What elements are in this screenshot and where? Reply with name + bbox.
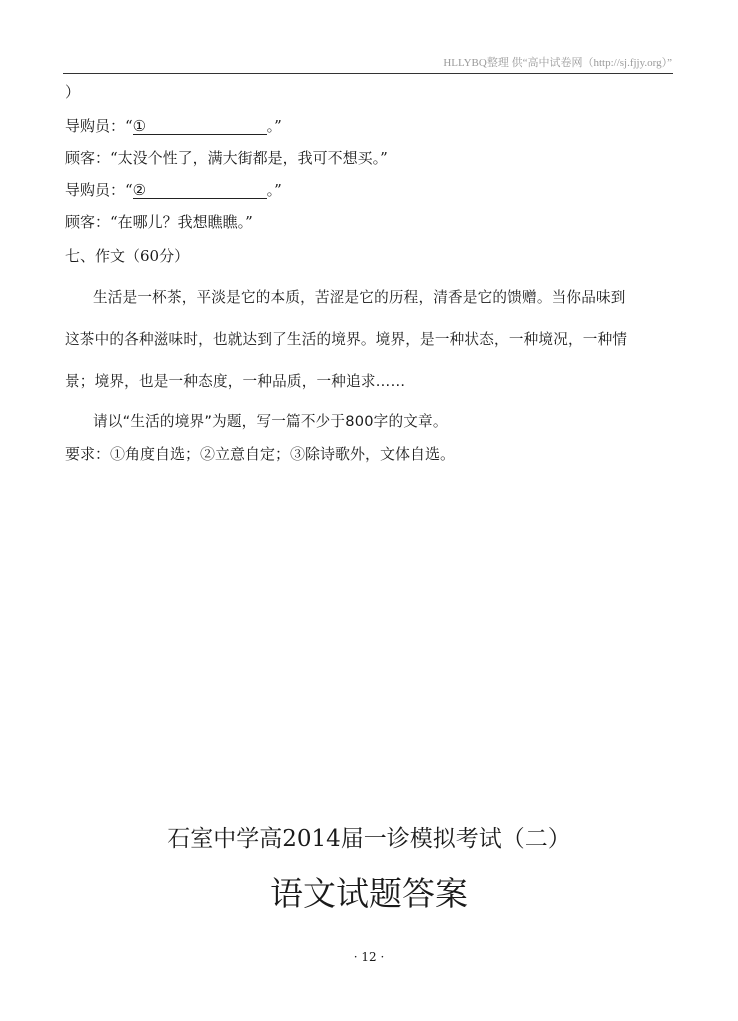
page-header-source: HLLYBQ整理 供“高中试卷网（http://sj.fjjy.org）” [443,57,672,69]
closing-parenthesis: ） [65,83,81,101]
essay-requirements: 要求：①角度自选；②立意自定；③除诗歌外，文体自选。 [65,445,456,463]
essay-prompt-line-1: 生活是一杯茶，平淡是它的本质，苦涩是它的历程，清香是它的馈赠。当你品味到 [93,289,626,306]
answer-section-subtitle: 语文试题答案 [270,874,468,913]
dialogue-line-1 [65,116,282,136]
dialogue-line-3 [65,180,282,200]
dialogue-line-4: 顾客：“在哪儿？我想瞧瞧。” [65,213,253,231]
header-divider [63,73,673,74]
salesperson-speaker: 导购员：“ [65,117,133,135]
dialogue-line-1-end: 。” [266,117,282,135]
salesperson-speaker: 导购员：“ [65,181,133,199]
page-number: · 12 · [353,950,385,964]
essay-prompt-line-2: 这茶中的各种滋味时，也就达到了生活的境界。境界，是一种状态，一种境况，一种情 [65,331,628,348]
fill-blank-2 [133,182,267,199]
blank-number-1: ① [132,117,147,135]
dialogue-line-2: 顾客：“太没个性了，满大街都是，我可不想买。” [65,149,388,167]
dialogue-line-3-end: 。” [266,181,282,199]
answer-section-title: 石室中学高2014届一诊模拟考试（二） [167,826,571,852]
essay-prompt-line-3: 景；境界，也是一种态度，一种品质，一种追求…… [65,373,406,390]
essay-heading: 七、作文（60分） [65,247,190,265]
fill-blank-1 [133,118,267,135]
essay-instruction: 请以“生活的境界”为题，写一篇不少于800字的文章。 [93,413,448,430]
blank-number-2: ② [132,181,147,199]
